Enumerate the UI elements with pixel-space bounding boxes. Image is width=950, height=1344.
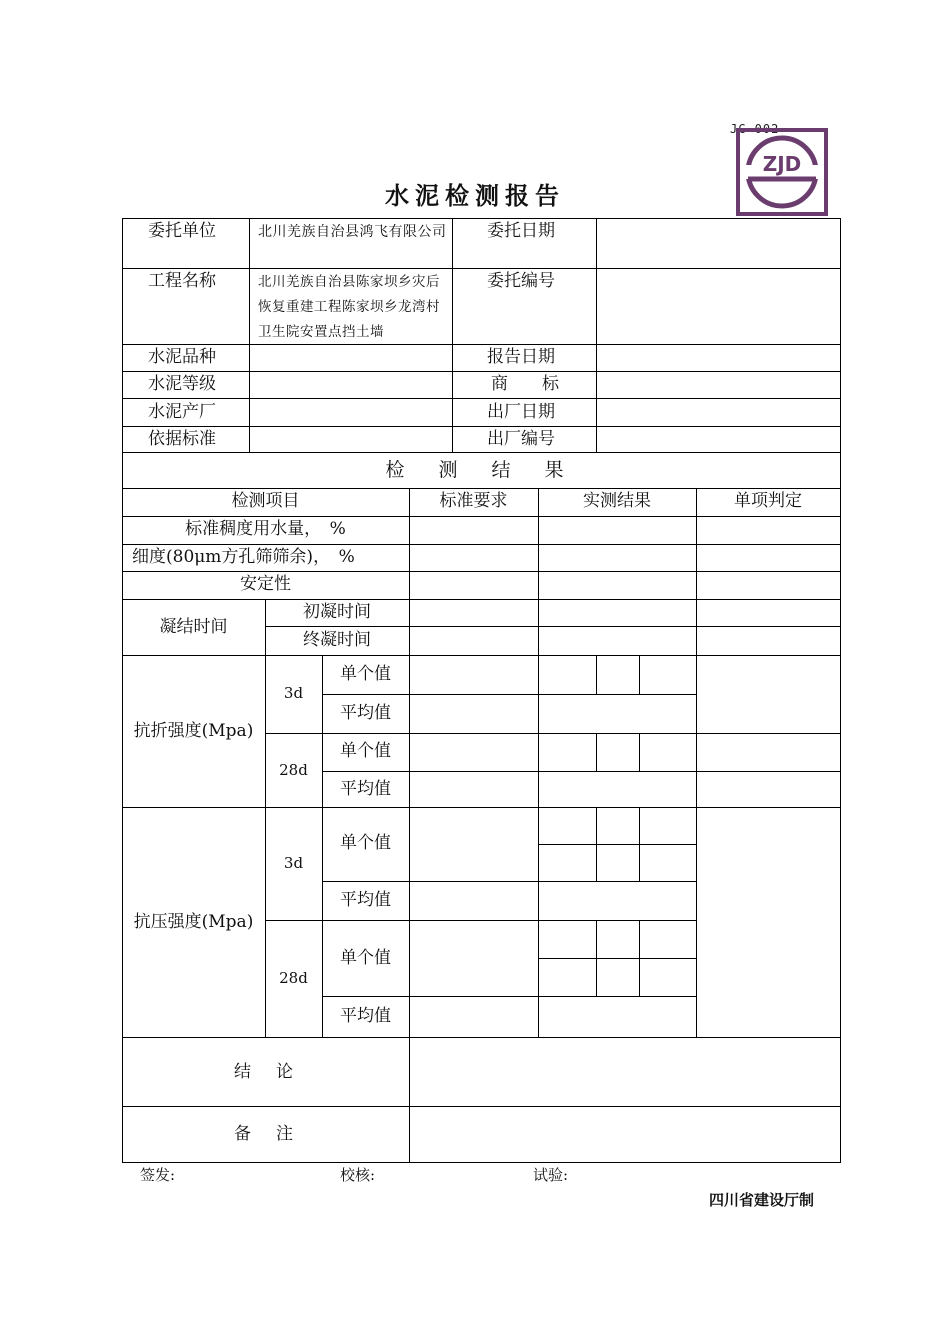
commission-no-label: 委托编号 xyxy=(487,271,555,291)
col-judgement-header: 单项判定 xyxy=(734,491,802,511)
commission-date-label: 委托日期 xyxy=(487,221,555,241)
results-section-title: 检 测 结 果 xyxy=(385,459,578,481)
factory-date-label: 出厂日期 xyxy=(487,402,555,422)
flexural-28d-label: 28d xyxy=(279,761,308,779)
review-label: 校核: xyxy=(340,1166,376,1184)
cement-grade-label: 水泥等级 xyxy=(148,374,216,394)
compressive-3d-label: 3d xyxy=(283,854,304,872)
col-item-header: 检测项目 xyxy=(231,491,300,511)
brand-label: 商 标 xyxy=(491,374,559,394)
svg-text:ZJD: ZJD xyxy=(762,152,802,176)
flexural-28d-single-label: 单个值 xyxy=(340,741,391,761)
remarks-label: 备 注 xyxy=(234,1124,297,1144)
client-label: 委托单位 xyxy=(148,221,216,241)
compressive-28d-average-label: 平均值 xyxy=(340,1006,391,1026)
compressive-3d-average-label: 平均值 xyxy=(340,890,391,910)
signoff-label: 签发: xyxy=(140,1166,176,1184)
compressive-3d-single-label: 单个值 xyxy=(340,833,391,853)
flexural-strength-label: 抗折强度(Mpa) xyxy=(133,721,254,741)
manufacturer-label: 水泥产厂 xyxy=(148,402,216,422)
compressive-28d-label: 28d xyxy=(279,969,308,987)
initial-set-label: 初凝时间 xyxy=(303,602,371,622)
standard-label: 依据标准 xyxy=(148,429,216,449)
project-label: 工程名称 xyxy=(148,271,216,291)
page-title: 水泥检测报告 xyxy=(385,182,565,210)
flexural-28d-average-label: 平均值 xyxy=(340,779,391,799)
report-date-label: 报告日期 xyxy=(487,347,555,367)
form-code: JC-002 xyxy=(730,122,780,136)
test-label: 试验: xyxy=(533,1166,569,1184)
consistency-label: 标准稠度用水量， % xyxy=(185,519,346,539)
setting-time-label: 凝结时间 xyxy=(159,617,228,637)
col-requirement-header: 标准要求 xyxy=(439,491,508,511)
compressive-strength-label: 抗压强度(Mpa) xyxy=(133,912,254,932)
final-set-label: 终凝时间 xyxy=(303,630,371,650)
client-value: 北川羌族自治县鸿飞有限公司 xyxy=(258,224,447,240)
conclusion-label: 结 论 xyxy=(234,1062,297,1082)
issuer-label: 四川省建设厅制 xyxy=(709,1191,815,1209)
factory-no-label: 出厂编号 xyxy=(487,429,555,449)
cement-type-label: 水泥品种 xyxy=(148,347,216,367)
flexural-3d-label: 3d xyxy=(283,684,304,702)
flexural-3d-average-label: 平均值 xyxy=(340,703,391,723)
compressive-28d-single-label: 单个值 xyxy=(340,948,391,968)
flexural-3d-single-label: 单个值 xyxy=(340,664,391,684)
soundness-label: 安定性 xyxy=(240,574,291,594)
fineness-label: 细度(80μm方孔筛筛余)， % xyxy=(132,547,355,567)
col-result-header: 实测结果 xyxy=(583,491,651,511)
project-value: 北川羌族自治县陈家坝乡灾后恢复重建工程陈家坝乡龙湾村卫生院安置点挡土墙 xyxy=(258,274,440,340)
